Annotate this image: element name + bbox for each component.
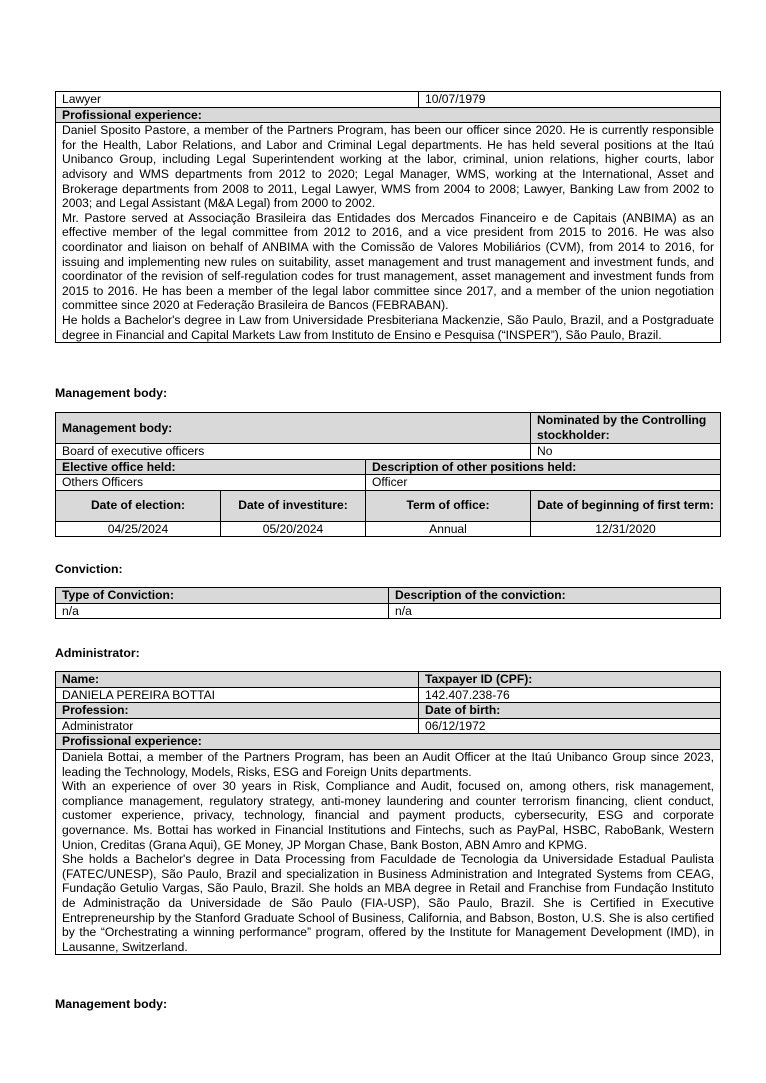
management-body-value: Board of executive officers <box>56 444 531 460</box>
elective-office-value: Others Officers <box>56 475 366 491</box>
profession-value: Administrator <box>56 718 419 734</box>
conviction-description-label: Description of the conviction: <box>389 588 721 604</box>
profession-value: Lawyer <box>56 92 419 108</box>
other-positions-value: Officer <box>366 475 721 491</box>
experience-paragraph: She holds a Bachelor's degree in Data Processing from Faculdade de Tecnologia da Universidade Estadual Paulista (FATEC/UNESP), São Paulo, Brazil and specialization in Business Administration and Integrated Systems from CEAG, Fundação Getulio Vargas, São Paulo, Brazil. She holds an MBA degree in Retail and Franchise from Fundação Instituto de Administração da Universidade de São Paulo (FIA-USP), São Paulo, Brazil. She is Certified in Executive Entrepreneurship by the Stanford Graduate School of Business, California, and Babson, Boston, U.S. She is also certified by the “Orchestrating a winning performance” program, offered by the Institute for Management Development (IMD), in Lausanne, Switzerland. <box>62 852 714 954</box>
conviction-type-value: n/a <box>56 603 389 619</box>
administrator-heading: Administrator: <box>55 646 140 660</box>
nominated-label: Nominated by the Controlling stockholder: <box>531 413 721 444</box>
conviction-description-value: n/a <box>389 603 721 619</box>
experience-paragraph: Mr. Pastore served at Associação Brasileira das Entidades dos Mercados Financeiro e de Capitais (ANBIMA) as an effective member of the legal committee from 2012 to 2016, and a vice president from 2015 to 2016. He was also coordinator and liaison on behalf of ANBIMA with the Comissão de Valores Mobiliários (CVM), from 2014 to 2016, for issuing and implementing new rules on suitability, asset management and trust management and investment funds, and coordinator of the revision of self-regulation codes for trust management, asset management and investment funds from 2015 to 2016. He has been a member of the legal labor committee since 2017, and a member of the union negotiation committee since 2020 at Federação Brasileira de Bancos (FEBRABAN). <box>62 210 714 313</box>
experience-paragraph: Daniel Sposito Pastore, a member of the Partners Program, has been our officer since 2020. He is currently responsible for the Health, Labor Relations, and Labor and Criminal Legal departments. He has held several positions at the Itaú Unibanco Group, including Legal Superintendent working at the labor, criminal, union relations, higher courts, labor advisory and WMS departments from 2012 to 2020; Legal Manager, WMS, working at the International, Asset and Brokerage departments from 2008 to 2011, Legal Lawyer, WMS from 2004 to 2008; Lawyer, Banking Law from 2002 to 2003; and Legal Assistant (M&A Legal) from 2000 to 2002. <box>62 123 714 211</box>
experience-paragraph: He holds a Bachelor's degree in Law from Universidade Presbiteriana Mackenzie, São Paulo, Brazil, and a Postgraduate degree in Financial and Capital Markets Law from Instituto de Ensino e Pesquisa (“INSPER”), São Paulo, Brazil. <box>62 312 714 342</box>
conviction-table <box>55 587 721 619</box>
experience-paragraph: With an experience of over 30 years in Risk, Compliance and Audit, focused on, among others, risk management, compliance management, regulatory strategy, anti-money laundering and counter terrorism financing, client conduct, customer experience, privacy, technology, financial and payment products, cybersecurity, ESG and corporate governance. Ms. Bottai has worked in Financial Institutions and Fintechs, such as PayPal, HSBC, RaboBank, Western Union, Creditas (Grana Aqui), GE Money, JP Morgan Chase, Bank Boston, ABN Amro and KPMG. <box>62 779 714 852</box>
experience-text <box>56 749 721 954</box>
cpf-label: Taxpayer ID (CPF): <box>419 672 721 688</box>
other-positions-label: Description of other positions held: <box>366 459 721 475</box>
elective-office-label: Elective office held: <box>56 459 366 475</box>
management-body-heading-next: Management body: <box>55 997 168 1011</box>
experience-text <box>56 123 721 343</box>
conviction-heading: Conviction: <box>55 562 123 576</box>
pastore-profile-table <box>55 91 721 343</box>
date-of-birth-value: 06/12/1972 <box>419 718 721 734</box>
nominated-value: No <box>531 444 721 460</box>
name-label: Name: <box>56 672 419 688</box>
experience-label: Profissional experience: <box>56 734 721 750</box>
term-of-office-value: Annual <box>366 521 531 537</box>
date-of-investiture-label: Date of investiture: <box>221 490 366 521</box>
cpf-value: 142.407.238-76 <box>419 687 721 703</box>
management-body-table <box>55 412 721 537</box>
administrator-table <box>55 671 721 955</box>
date-of-investiture-value: 05/20/2024 <box>221 521 366 537</box>
management-body-heading: Management body: <box>55 386 168 400</box>
name-value: DANIELA PEREIRA BOTTAI <box>56 687 419 703</box>
date-of-election-label: Date of election: <box>56 490 221 521</box>
first-term-label: Date of beginning of first term: <box>531 490 721 521</box>
experience-label: Profissional experience: <box>56 107 721 123</box>
date-of-birth-value: 10/07/1979 <box>419 92 721 108</box>
first-term-value: 12/31/2020 <box>531 521 721 537</box>
management-body-label: Management body: <box>56 413 531 444</box>
experience-paragraph: Daniela Bottai, a member of the Partners Program, has been an Audit Officer at the Itaú Unibanco Group since 2023, leading the Technology, Models, Risks, ESG and Foreign Units departments. <box>62 749 714 779</box>
profession-label: Profession: <box>56 703 419 719</box>
date-of-election-value: 04/25/2024 <box>56 521 221 537</box>
conviction-type-label: Type of Conviction: <box>56 588 389 604</box>
term-of-office-label: Term of office: <box>366 490 531 521</box>
date-of-birth-label: Date of birth: <box>419 703 721 719</box>
